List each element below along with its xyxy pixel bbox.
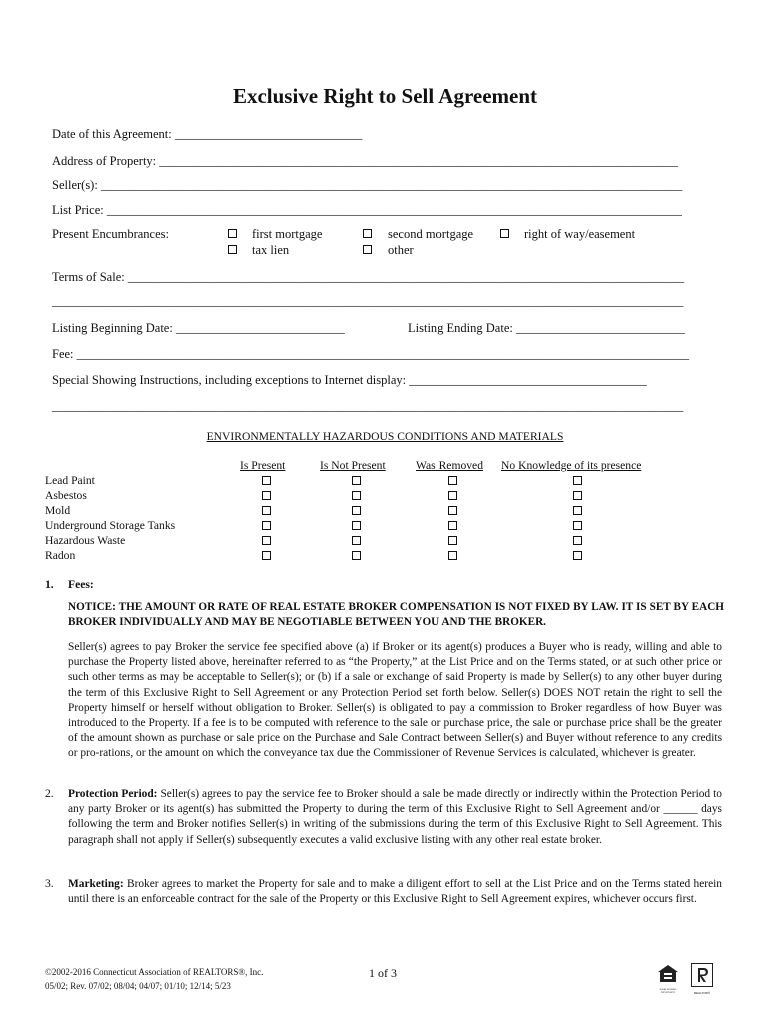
sellers-field[interactable]: Seller(s): _____________________________________________________________________________________________ xyxy=(52,178,683,192)
col-no-knowledge: No Knowledge of its presence xyxy=(501,459,642,472)
other-checkbox[interactable] xyxy=(363,245,372,254)
right-of-way-label: right of way/easement xyxy=(524,227,636,241)
hazard-checkbox[interactable] xyxy=(352,506,361,515)
hazard-row-label: Radon xyxy=(45,549,76,562)
notice-text: NOTICE: THE AMOUNT OR RATE OF REAL ESTATE BROKER COMPENSATION IS NOT FIXED BY LAW. IT IS SET BY EACH BROKER INDIVIDUALLY AND MAY BE NEGOTIABLE BETWEEN YOU AND THE BROKER. xyxy=(68,601,724,628)
hazard-checkbox[interactable] xyxy=(573,536,582,545)
realtor-logo-icon xyxy=(690,963,714,995)
hazard-row-label: Hazardous Waste xyxy=(45,534,126,547)
tax-lien-label: tax lien xyxy=(252,243,290,257)
section-3-number: 3. xyxy=(45,877,54,890)
equal-housing-house-icon xyxy=(657,964,679,984)
hazard-checkbox[interactable] xyxy=(262,551,271,560)
hazard-checkbox[interactable] xyxy=(448,491,457,500)
section-2-title: Protection Period: xyxy=(68,788,158,800)
col-is-not-present: Is Not Present xyxy=(320,459,386,472)
right-of-way-checkbox[interactable] xyxy=(500,229,509,238)
hazard-heading: ENVIRONMENTALLY HAZARDOUS CONDITIONS AND MATERIALS xyxy=(206,430,564,443)
hazard-checkbox[interactable] xyxy=(352,536,361,545)
first-mortgage-checkbox[interactable] xyxy=(228,229,237,238)
section-2-body: Seller(s) agrees to pay the service fee to Broker should a sale be made directly or indirectly within the Protection Period to any party Broker or its agent(s) has submitted the Property to during the term of this Exclusive Right to Sell Agreement and/or ______ days following the term and Broker notifies Seller(s) in writing of the submissions during the term of this Exclusive Right to Sell Agreement. This paragraph shall not apply if Seller(s) subsequently executes a valid exclusive listing with any other real estate broker. xyxy=(68,788,722,846)
section-1-number: 1. xyxy=(45,578,54,591)
hazard-row-label: Mold xyxy=(45,504,71,517)
equal-housing-icon xyxy=(655,964,681,994)
hazard-checkbox[interactable] xyxy=(352,551,361,560)
hazard-checkbox[interactable] xyxy=(448,551,457,560)
hazard-checkbox[interactable] xyxy=(262,536,271,545)
footer-revisions: 05/02; Rev. 07/02; 08/04; 04/07; 01/10; 12/14; 5/23 xyxy=(45,981,231,991)
hazard-checkbox[interactable] xyxy=(448,476,457,485)
hazard-checkbox[interactable] xyxy=(262,476,271,485)
hazard-checkbox[interactable] xyxy=(448,506,457,515)
document-title: Exclusive Right to Sell Agreement xyxy=(232,84,538,108)
section-3-title: Marketing: xyxy=(68,878,124,890)
fee-field[interactable]: Fee: __________________________________________________________________________________________________ xyxy=(52,347,690,361)
second-mortgage-label: second mortgage xyxy=(388,227,474,241)
section-1-body: Seller(s) agrees to pay Broker the service fee specified above (a) if Broker or its agent(s) produces a Buyer who is ready, willing and able to purchase the Property listed above, hereinafter referred to as “the Property,” at the List Price and on the Terms stated, or at such other price or such other terms as may be acceptable to Seller(s); or (b) if a sale or exchange of said Property is made by Seller(s) to any other buyer during the term of this Exclusive Right to Sell Agreement or any Protection Period set forth below. Seller(s) DOES NOT retain the right to sell the Property himself or herself without obligation to Broker. Seller(s) is obligated to pay a commission to Broker regardless of how Buyer was introduced to the Property. If a fee is to be computed with reference to the sale or purchase price, the sale or purchase price shall be the greater of the amount shown as purchase or sale price on the Purchase and Sale Contract between Seller(s) and Buyer without reference to any credits or pro-rations, or the amount on which the conveyance tax due the Commissioner of Revenue Services is calculated, whichever is greater. xyxy=(68,641,722,760)
hazard-checkbox[interactable] xyxy=(573,551,582,560)
hazard-checkbox[interactable] xyxy=(573,476,582,485)
footer-copyright: ©2002-2016 Connecticut Association of REALTORS®, Inc. xyxy=(45,967,264,977)
hazard-checkbox[interactable] xyxy=(262,491,271,500)
section-2-number: 2. xyxy=(45,787,54,800)
special-showing-line2[interactable]: _____________________________________________________________________________________________________ xyxy=(52,399,684,413)
hazard-checkbox[interactable] xyxy=(573,506,582,515)
section-3-paragraph xyxy=(68,877,722,907)
hazard-row-label: Underground Storage Tanks xyxy=(45,519,176,532)
hazard-checkbox[interactable] xyxy=(352,491,361,500)
col-is-present: Is Present xyxy=(240,459,286,472)
realtor-r-icon xyxy=(691,963,713,987)
list-price-field[interactable]: List Price: ____________________________________________________________________________________________ xyxy=(52,203,682,217)
listing-ending-date-field[interactable]: Listing Ending Date: ___________________________ xyxy=(408,321,685,335)
hazard-row-label: Asbestos xyxy=(45,489,87,502)
realtor-caption: REALTOR® xyxy=(693,991,711,995)
special-showing-field[interactable]: Special Showing Instructions, including exceptions to Internet display: ______________________________________ xyxy=(52,373,647,387)
agreement-date-field[interactable]: Date of this Agreement: ______________________________ xyxy=(52,127,363,141)
section-2-paragraph xyxy=(68,787,722,848)
hazard-checkbox[interactable] xyxy=(262,506,271,515)
col-was-removed: Was Removed xyxy=(416,459,484,472)
encumbrances-label: Present Encumbrances: xyxy=(52,227,169,241)
other-label: other xyxy=(388,243,414,257)
page-number: 1 of 3 xyxy=(369,966,397,980)
hazard-checkbox[interactable] xyxy=(352,476,361,485)
second-mortgage-checkbox[interactable] xyxy=(363,229,372,238)
section-1-title: Fees: xyxy=(68,578,94,591)
eho-caption: EQUAL HOUSING OPPORTUNITY xyxy=(659,989,677,994)
tax-lien-checkbox[interactable] xyxy=(228,245,237,254)
hazard-checkbox[interactable] xyxy=(573,521,582,530)
hazard-checkbox[interactable] xyxy=(352,521,361,530)
terms-of-sale-field[interactable]: Terms of Sale: _________________________________________________________________________________________ xyxy=(52,270,685,284)
listing-beginning-date-field[interactable]: Listing Beginning Date: ___________________________ xyxy=(52,321,345,335)
first-mortgage-label: first mortgage xyxy=(252,227,323,241)
section-3-body: Broker agrees to market the Property for sale and to make a diligent effort to sell at the List Price and on the Terms stated herein until there is an enforceable contract for the sale of the Property or this Exclusive Right to Sell Agreement expires, whichever occurs first. xyxy=(68,878,722,906)
hazard-checkbox[interactable] xyxy=(262,521,271,530)
terms-of-sale-line2[interactable]: _____________________________________________________________________________________________________ xyxy=(52,294,684,308)
hazard-checkbox[interactable] xyxy=(573,491,582,500)
property-address-field[interactable]: Address of Property: ___________________________________________________________________________________ xyxy=(52,154,679,168)
hazard-row-label: Lead Paint xyxy=(45,474,95,487)
hazard-checkbox[interactable] xyxy=(448,521,457,530)
hazard-checkbox[interactable] xyxy=(448,536,457,545)
